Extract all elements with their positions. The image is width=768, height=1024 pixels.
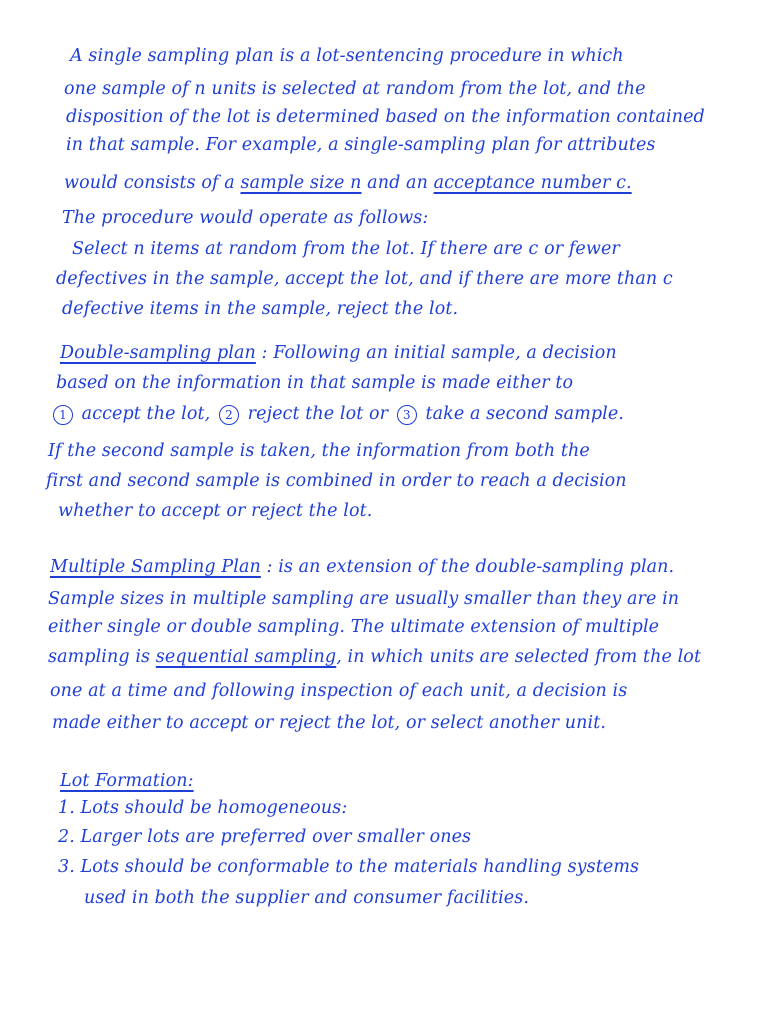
text-line: first and second sample is combined in order to reach a decision [46,471,627,491]
text-line: Sample sizes in multiple sampling are usually smaller than they are in [48,589,680,609]
text-fragment: sampling is [48,647,151,667]
text-line: one at a time and following inspection of each unit, a decision is [50,681,628,701]
text-line: The procedure would operate as follows: [62,208,429,228]
text-line: defectives in the sample, accept the lot, and if there are more than c [56,269,673,289]
text-fragment: : Following an initial sample, a decision [261,343,617,363]
text-line: either single or double sampling. The ultimate extension of multiple [48,617,660,637]
text-line [50,403,624,425]
text-line [60,342,617,364]
text-line: one sample of n units is selected at random from the lot, and the [64,79,646,99]
text-fragment: : is an extension of the double-sampling plan. [266,557,675,577]
text-fragment: would consists of a [64,173,235,193]
text-line [48,646,701,668]
circled-number: 1 [53,405,73,425]
text-fragment: accept the lot, [81,404,211,424]
underlined-term: sequential sampling [155,647,337,667]
circled-number: 2 [219,405,239,425]
section-heading: Double-sampling plan [60,343,256,363]
list-item: 2. Larger lots are preferred over smaller ones [58,827,472,847]
text-line: disposition of the lot is determined based on the information contained [66,107,705,127]
text-line [60,770,194,792]
text-fragment: and an [367,173,428,193]
underlined-term: acceptance number c. [433,173,632,193]
list-item: 3. Lots should be conformable to the materials handling systems [58,857,640,877]
text-line: made either to accept or reject the lot, or select another unit. [52,713,607,733]
text-line: whether to accept or reject the lot. [58,501,373,521]
text-line [64,172,632,194]
text-fragment: , in which units are selected from the lot [336,647,702,667]
circled-number: 3 [397,405,417,425]
text-line: in that sample. For example, a single-sampling plan for attributes [66,135,656,155]
text-line: based on the information in that sample is made either to [56,373,574,393]
list-item: 1. Lots should be homogeneous: [58,798,348,818]
text-line: Select n items at random from the lot. If there are c or fewer [72,239,620,259]
text-line: A single sampling plan is a lot-sentencing procedure in which [70,46,624,66]
list-item: used in both the supplier and consumer facilities. [84,888,530,908]
text-fragment: reject the lot or [247,404,389,424]
text-line [50,556,674,578]
underlined-term: sample size n [240,173,362,193]
text-line: If the second sample is taken, the information from both the [48,441,590,461]
section-heading: Lot Formation: [60,771,194,791]
text-fragment: take a second sample. [425,404,624,424]
section-heading: Multiple Sampling Plan [50,557,261,577]
text-line: defective items in the sample, reject the lot. [62,299,459,319]
